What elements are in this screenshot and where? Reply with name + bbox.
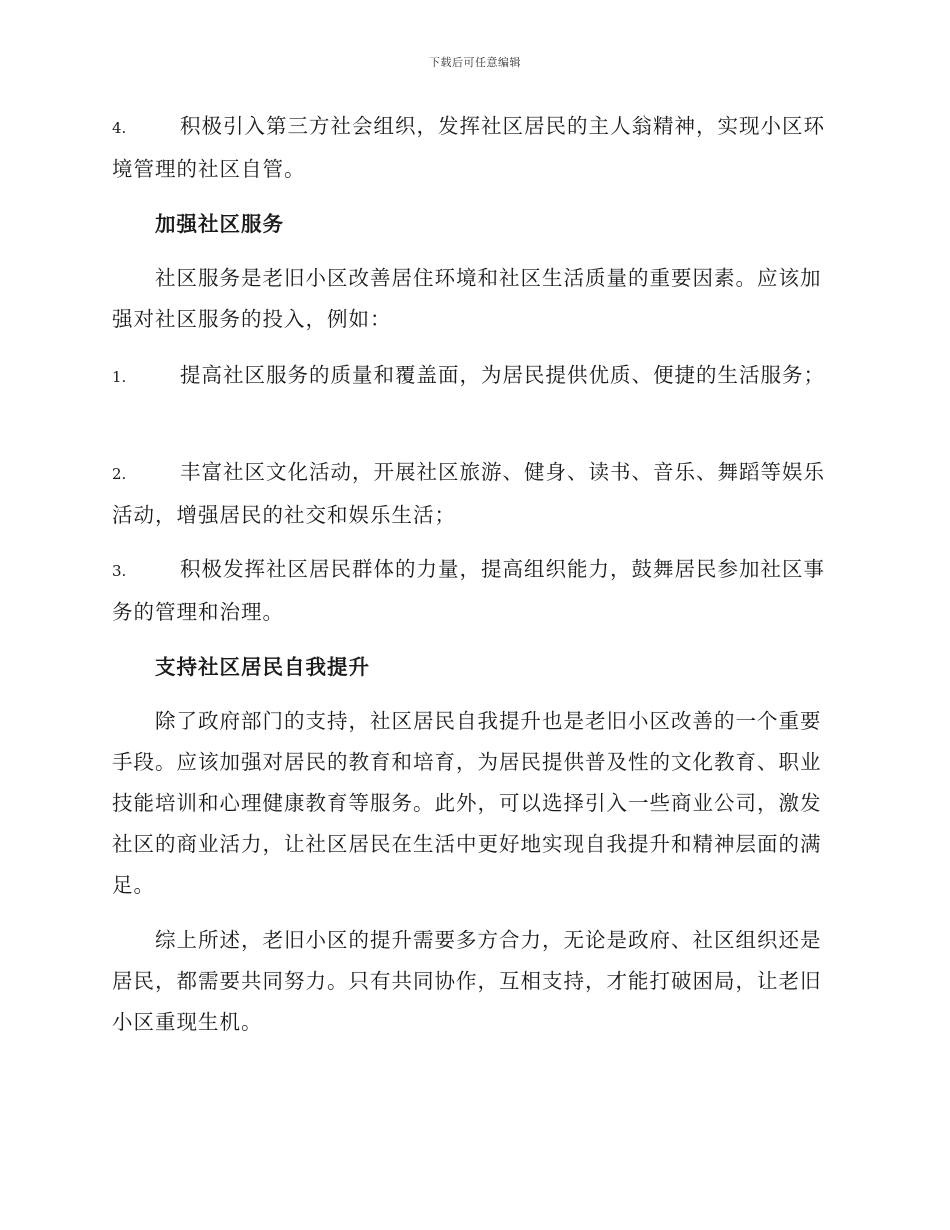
list-item-3	[112, 549, 832, 633]
list-number: 1.	[112, 368, 127, 386]
section-heading-services: 加强社区服务	[155, 212, 284, 236]
paragraph-summary: 综上所述，老旧小区的提升需要多方合力，无论是政府、社区组织还是居民，都需要共同努力。只有共同协作，互相支持，才能打破困局，让老旧小区重现生机。	[112, 928, 822, 1034]
list-number: 2.	[112, 465, 127, 483]
list-item-4	[112, 106, 832, 190]
section-heading-self-improvement: 支持社区居民自我提升	[155, 655, 370, 679]
list-number: 3.	[112, 562, 127, 580]
list-item-2	[112, 452, 832, 536]
list-item-text: 丰富社区文化活动，开展社区旅游、健身、读书、音乐、舞蹈等娱乐活动，增强居民的社交和娱乐生活；	[112, 460, 825, 527]
paragraph-services: 社区服务是老旧小区改善居住环境和社区生活质量的重要因素。应该加强对社区服务的投入，例如：	[112, 266, 822, 331]
list-item-1	[112, 355, 832, 398]
page-header: 下载后可任意编辑	[429, 56, 521, 69]
list-item-text: 积极发挥社区居民群体的力量，提高组织能力，鼓舞居民参加社区事务的管理和治理。	[112, 557, 825, 624]
paragraph-self-improvement: 除了政府部门的支持，社区居民自我提升也是老旧小区改善的一个重要手段。应该加强对居民的教育和培育，为居民提供普及性的文化教育、职业技能培训和心理健康教育等服务。此外，可以选择引入一些商业公司，激发社区的商业活力，让社区居民在生活中更好地实现自我提升和精神层面的满足。	[112, 709, 822, 897]
list-item-text: 提高社区服务的质量和覆盖面，为居民提供优质、便捷的生活服务；	[180, 363, 825, 387]
list-item-text: 积极引入第三方社会组织，发挥社区居民的主人翁精神，实现小区环境管理的社区自管。	[112, 114, 825, 181]
list-number: 4.	[112, 119, 127, 137]
